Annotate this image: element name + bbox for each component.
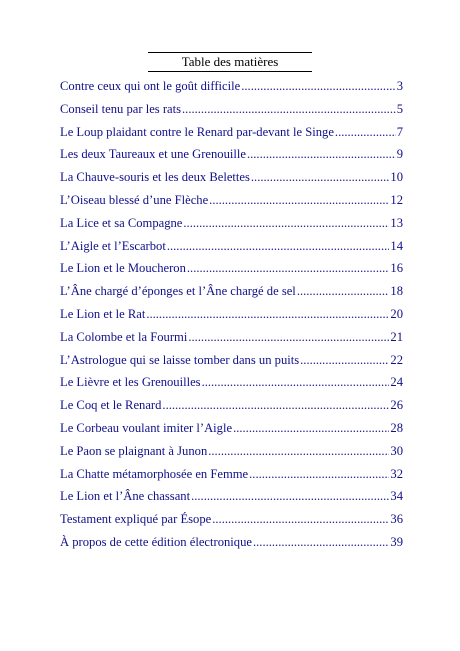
toc-entry[interactable] [60, 125, 403, 148]
toc-entry-page: 22 [390, 352, 403, 367]
toc-entry-page: 7 [396, 124, 403, 139]
toc-entry-title: L’Oiseau blessé d’une Flèche [60, 192, 209, 207]
toc-entry[interactable] [60, 398, 403, 421]
toc-entry-page: 18 [390, 284, 403, 299]
toc-entry[interactable] [60, 284, 403, 307]
toc-dot-leader [247, 147, 396, 162]
toc-dot-leader [251, 170, 390, 185]
toc-entry[interactable] [60, 102, 403, 125]
toc-entry-page: 32 [390, 466, 403, 481]
toc-entry-title: L’Astrologue qui se laisse tomber dans un puits [60, 352, 300, 367]
toc-entry-title: Le Lièvre et les Grenouilles [60, 375, 201, 390]
toc-entry[interactable] [60, 489, 403, 512]
toc-dot-leader [202, 375, 390, 390]
toc-entry-title: La Chauve-souris et les deux Belettes [60, 170, 250, 185]
toc-heading: Table des matières [148, 52, 312, 72]
toc-entry-title: Contre ceux qui ont le goût difficile [60, 79, 241, 93]
toc-entry-title: Le Lion et le Rat [60, 306, 146, 321]
toc-entry-page: 12 [390, 192, 403, 207]
toc-entry[interactable] [60, 147, 403, 170]
toc-entry-page: 34 [390, 489, 403, 504]
toc-entry[interactable] [60, 193, 403, 216]
toc-entry-page: 24 [390, 375, 403, 390]
toc-entry-page: 30 [390, 443, 403, 458]
toc-entry-title: Le Loup plaidant contre le Renard par-devant le Singe [60, 124, 334, 139]
toc-dot-leader [167, 239, 390, 254]
toc-entry-title: Testament expliqué par Ésope [60, 512, 212, 527]
toc-entry-title: La Lice et sa Compagne [60, 215, 183, 230]
toc-dot-leader [162, 398, 389, 413]
toc-entry[interactable] [60, 467, 403, 490]
toc-entry[interactable] [60, 170, 403, 193]
toc-entry-title: La Chatte métamorphosée en Femme [60, 466, 249, 481]
toc-entry[interactable] [60, 353, 403, 376]
toc-dot-leader [241, 79, 395, 94]
toc-entry[interactable] [60, 421, 403, 444]
toc-entry-title: Les deux Taureaux et une Grenouille [60, 147, 246, 162]
toc-dot-leader [183, 216, 389, 231]
toc-entry-page: 14 [390, 238, 403, 253]
toc-entry-page: 9 [396, 147, 403, 162]
toc-entry[interactable] [60, 535, 403, 558]
toc-entry-title: L’Âne chargé d’éponges et l’Âne chargé de sel [60, 284, 296, 299]
toc-entry-title: Le Lion et l’Âne chassant [60, 489, 191, 504]
toc-entry-title: À propos de cette édition électronique [60, 534, 252, 549]
toc-dot-leader [209, 193, 389, 208]
toc-dot-leader [335, 125, 396, 140]
toc-entry-page: 28 [390, 420, 403, 435]
toc-entry-title: Le Lion et le Moucheron [60, 261, 186, 276]
toc-entry-page: 3 [396, 79, 403, 93]
toc-entry-title: L’Aigle et l’Escarbot [60, 238, 166, 253]
toc-entry-page: 10 [390, 170, 403, 185]
toc-entry-page: 21 [390, 329, 403, 344]
toc-entry[interactable] [60, 375, 403, 398]
toc-dot-leader [187, 261, 390, 276]
toc-dot-leader [249, 467, 389, 482]
toc-entry[interactable] [60, 512, 403, 535]
toc-entry-title: La Colombe et la Fourmi [60, 329, 188, 344]
toc-dot-leader [188, 330, 389, 345]
toc-dot-leader [233, 421, 389, 436]
toc-entry-page: 39 [390, 534, 403, 549]
toc-dot-leader [208, 444, 389, 459]
toc-entry-page: 16 [390, 261, 403, 276]
toc-entry[interactable] [60, 444, 403, 467]
toc-dot-leader [212, 512, 389, 527]
toc-entry-page: 20 [390, 306, 403, 321]
toc-entry-page: 13 [390, 215, 403, 230]
toc-entry-page: 36 [390, 512, 403, 527]
toc-entry[interactable] [60, 239, 403, 262]
toc-entry[interactable] [60, 330, 403, 353]
toc-entry-title: Le Paon se plaignant à Junon [60, 443, 208, 458]
toc-entry-title: Le Coq et le Renard [60, 398, 162, 413]
toc-entry-title: Le Corbeau voulant imiter l’Aigle [60, 420, 233, 435]
toc-entry[interactable] [60, 216, 403, 239]
toc-dot-leader [300, 353, 389, 368]
toc-dot-leader [297, 284, 390, 299]
toc-entry[interactable] [60, 261, 403, 284]
toc-entry[interactable] [60, 307, 403, 330]
toc-list [60, 79, 403, 558]
toc-dot-leader [182, 102, 396, 117]
toc-entry[interactable] [60, 79, 403, 102]
toc-entry-page: 5 [396, 101, 403, 116]
toc-entry-page: 26 [390, 398, 403, 413]
toc-dot-leader [253, 535, 389, 550]
toc-entry-title: Conseil tenu par les rats [60, 101, 182, 116]
toc-dot-leader [146, 307, 389, 322]
toc-dot-leader [191, 489, 389, 504]
